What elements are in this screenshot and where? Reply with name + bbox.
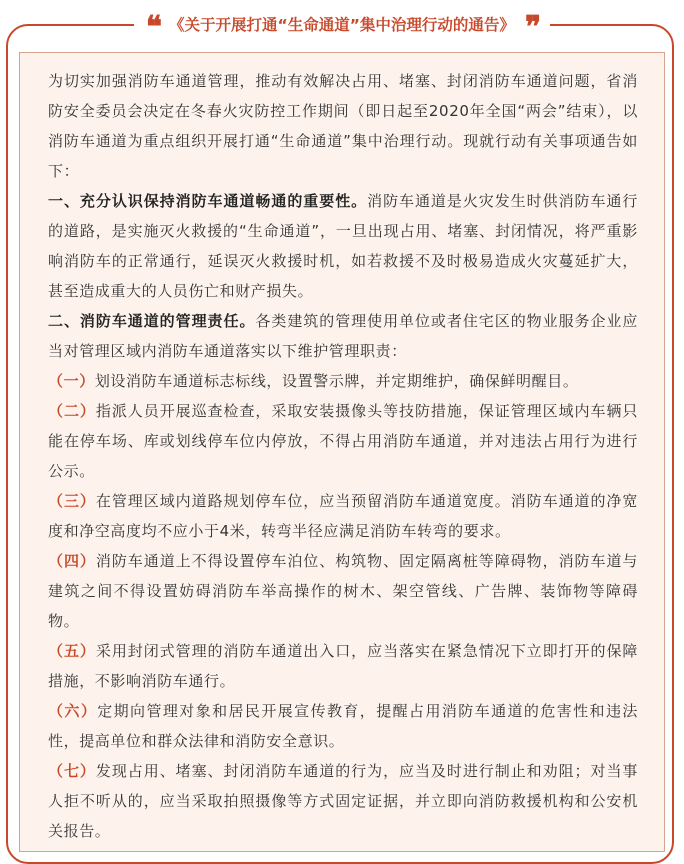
item-label: （七） (48, 762, 96, 780)
list-item (48, 486, 638, 546)
item-text: 定期向管理对象和居民开展宣传教育，提醒占用消防车通道的危害性和违法性，提高单位和群众法律和消防安全意识。 (48, 702, 638, 750)
section-1-body: 消防车通道是火灾发生时供消防车通行的道路，是实施灭火救援的“生命通道”，一旦出现占用、堵塞、封闭情况，将严重影响消防车的正常通行，延误灭火救援时机，如若救援不及时极易造成火灾蔓延扩大，甚至造成重大的人员伤亡和财产损失。 (48, 192, 638, 300)
item-text: 发现占用、堵塞、封闭消防车通道的行为，应当及时进行制止和劝阻；对当事人拒不听从的，应当采取拍照摄像等方式固定证据，并立即向消防救援机构和公安机关报告。 (48, 762, 638, 840)
list-item (48, 636, 638, 696)
intro-paragraph: 为切实加强消防车通道管理，推动有效解决占用、堵塞、封闭消防车通道问题，省消防安全委员会决定在冬春火灾防控工作期间（即日起至2020年全国“两会”结束），以消防车通道为重点组织开展打通“生命通道”集中治理行动。现就行动有关事项通告如下： (48, 72, 638, 180)
section-2-heading: 二、消防车通道的管理责任。 (48, 312, 256, 330)
right-quote-icon: ❞ (524, 10, 539, 45)
item-text: 划设消防车通道标志标线，设置警示牌，并定期维护，确保鲜明醒目。 (94, 372, 579, 390)
left-quote-icon: ❝ (145, 10, 160, 45)
header-inner (134, 10, 550, 45)
item-label: （三） (48, 492, 96, 510)
list-item (48, 366, 638, 396)
item-label: （一） (48, 372, 95, 390)
header (0, 10, 684, 45)
page-title: 《关于开展打通“生命通道”集中治理行动的通告》 (169, 16, 515, 34)
list-item (48, 396, 638, 486)
item-text: 消防车通道上不得设置停车泊位、构筑物、固定隔离桩等障碍物，消防车道与建筑之间不得设置妨碍消防车举高操作的树木、架空管线、广告牌、装饰物等障碍物。 (48, 552, 638, 630)
item-label: （五） (48, 642, 96, 660)
section-2 (48, 306, 638, 366)
section-1 (48, 186, 638, 306)
item-text: 指派人员开展巡查检查，采取安装摄像头等技防措施，保证管理区域内车辆只能在停车场、库或划线停车位内停放，不得占用消防车通道，并对违法占用行为进行公示。 (48, 402, 638, 480)
section-1-heading: 一、充分认识保持消防车通道畅通的重要性。 (48, 192, 368, 210)
item-text: 在管理区域内道路规划停车位，应当预留消防车通道宽度。消防车通道的净宽度和净空高度均不应小于4米，转弯半径应满足消防车转弯的要求。 (48, 492, 638, 540)
item-label: （六） (48, 702, 98, 720)
section-2-body: 各类建筑的管理使用单位或者住宅区的物业服务企业应当对管理区域内消防车通道落实以下维护管理职责： (48, 312, 638, 360)
item-text: 采用封闭式管理的消防车通道出入口，应当落实在紧急情况下立即打开的保障措施，不影响消防车通行。 (48, 642, 638, 690)
item-label: （四） (48, 552, 96, 570)
list-item (48, 756, 638, 846)
list-item (48, 546, 638, 636)
list-item (48, 696, 638, 756)
item-label: （二） (48, 402, 96, 420)
notice-body (48, 66, 638, 846)
